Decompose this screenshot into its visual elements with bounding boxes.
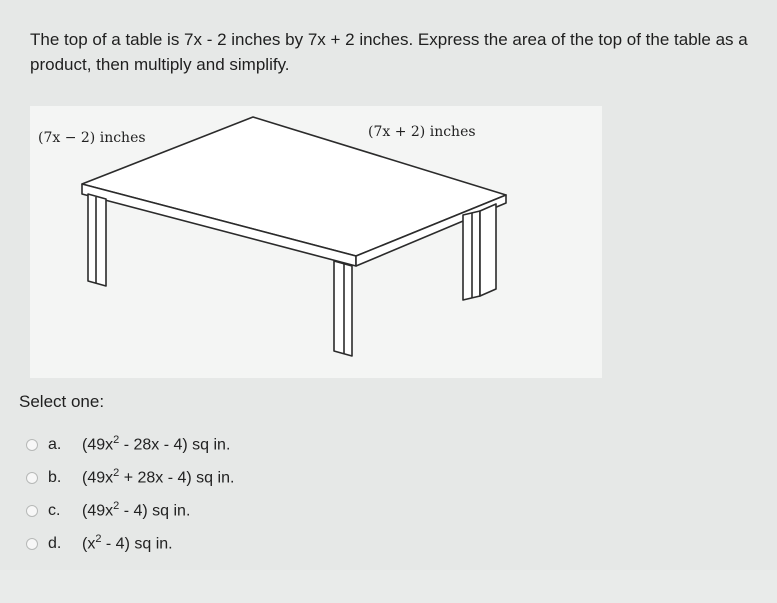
radio-button-c[interactable] [26,505,38,517]
option-text: $(49x^2 + 28x - 4)$ sq in. [82,467,235,487]
table-leg-front-left [88,194,106,286]
option-text: $(49x^2 - 4)$ sq in. [82,500,191,520]
table-figure [30,106,602,378]
select-one-prompt: Select one: [19,392,105,411]
dimension-label-right: (7x + 2) inches [368,124,476,140]
option-d[interactable] [26,527,234,560]
table-drawing [30,106,602,378]
option-letter: c. [48,501,61,519]
option-b[interactable] [26,461,234,494]
option-letter: d. [48,534,62,552]
radio-button-d[interactable] [26,538,38,550]
radio-button-a[interactable] [26,439,38,451]
dimension-label-left: (7x − 2) inches [38,130,146,146]
answer-options [26,428,234,560]
table-leg-front-center [334,261,352,356]
option-text: $(49x^2 - 28x - 4)$ sq in. [82,434,231,454]
radio-button-b[interactable] [26,472,38,484]
bottom-divider [0,570,777,603]
option-text: $(x^2 - 4)$ sq in. [82,533,173,553]
option-a[interactable] [26,428,234,461]
option-letter: b. [48,468,62,486]
option-letter: a. [48,435,62,453]
option-c[interactable] [26,494,234,527]
question-text: The top of a table is 7x - 2 inches by 7x + 2 inches. Express the area of the top of the table as a product, then multiply and simplify. [30,30,748,74]
